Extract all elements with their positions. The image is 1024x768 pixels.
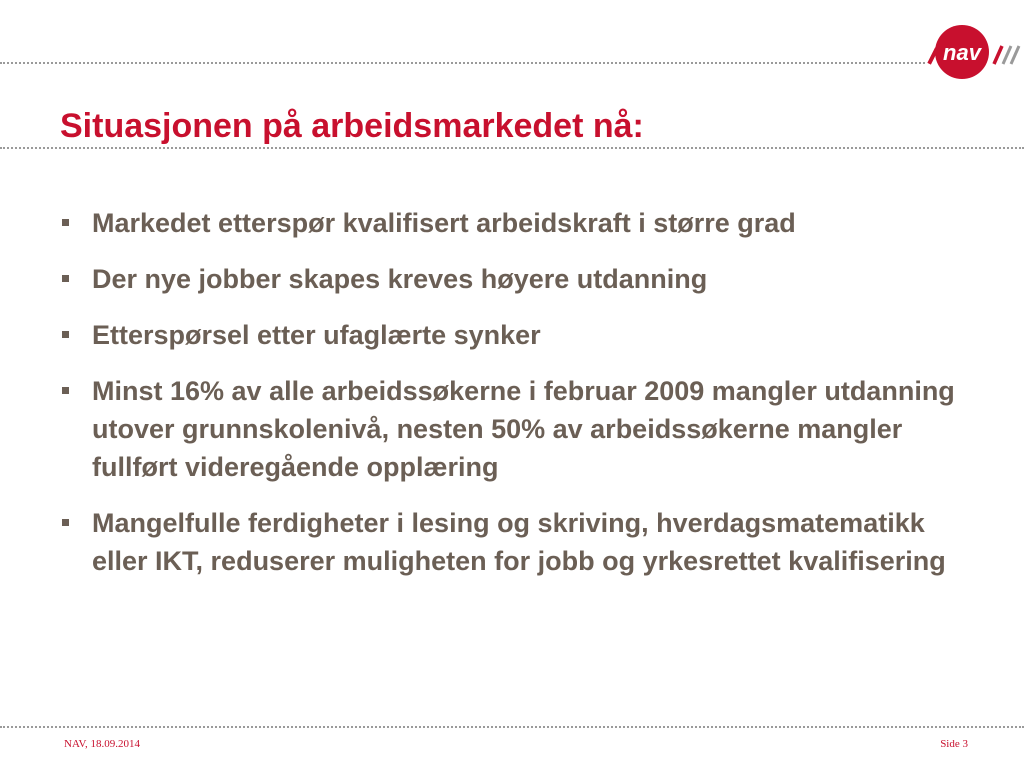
nav-logo <box>926 22 1024 82</box>
slide-title: Situasjonen på arbeidsmarkedet nå: <box>60 107 644 145</box>
bullet-item <box>62 260 962 298</box>
footer-date: NAV, 18.09.2014 <box>64 738 140 750</box>
page-number: Side 3 <box>940 738 968 750</box>
bullet-item <box>62 372 962 486</box>
bullet-list <box>62 204 962 598</box>
bullet-text: Mangelfulle ferdigheter i lesing og skriving, hverdagsmatematikk eller IKT, reduserer muligheten for jobb og yrkesrettet kvalifisering <box>92 508 946 576</box>
square-bullet-icon <box>62 387 69 394</box>
bullet-item <box>62 316 962 354</box>
square-bullet-icon <box>62 219 69 226</box>
bullet-text: Etterspørsel etter ufaglærte synker <box>92 320 541 350</box>
title-divider <box>0 147 1024 149</box>
bullet-text: Markedet etterspør kvalifisert arbeidskraft i større grad <box>92 208 796 238</box>
square-bullet-icon <box>62 275 69 282</box>
square-bullet-icon <box>62 331 69 338</box>
square-bullet-icon <box>62 519 69 526</box>
bullet-item <box>62 204 962 242</box>
footer-divider <box>0 726 1024 728</box>
bullet-item <box>62 504 962 580</box>
bullet-text: Minst 16% av alle arbeidssøkerne i februar 2009 mangler utdanning utover grunnskolenivå, nesten 50% av arbeidssøkerne mangler fullført videregående opplæring <box>92 376 955 482</box>
bullet-text: Der nye jobber skapes kreves høyere utdanning <box>92 264 708 294</box>
logo-wordmark: nav <box>943 40 981 65</box>
header-divider <box>0 62 1024 64</box>
